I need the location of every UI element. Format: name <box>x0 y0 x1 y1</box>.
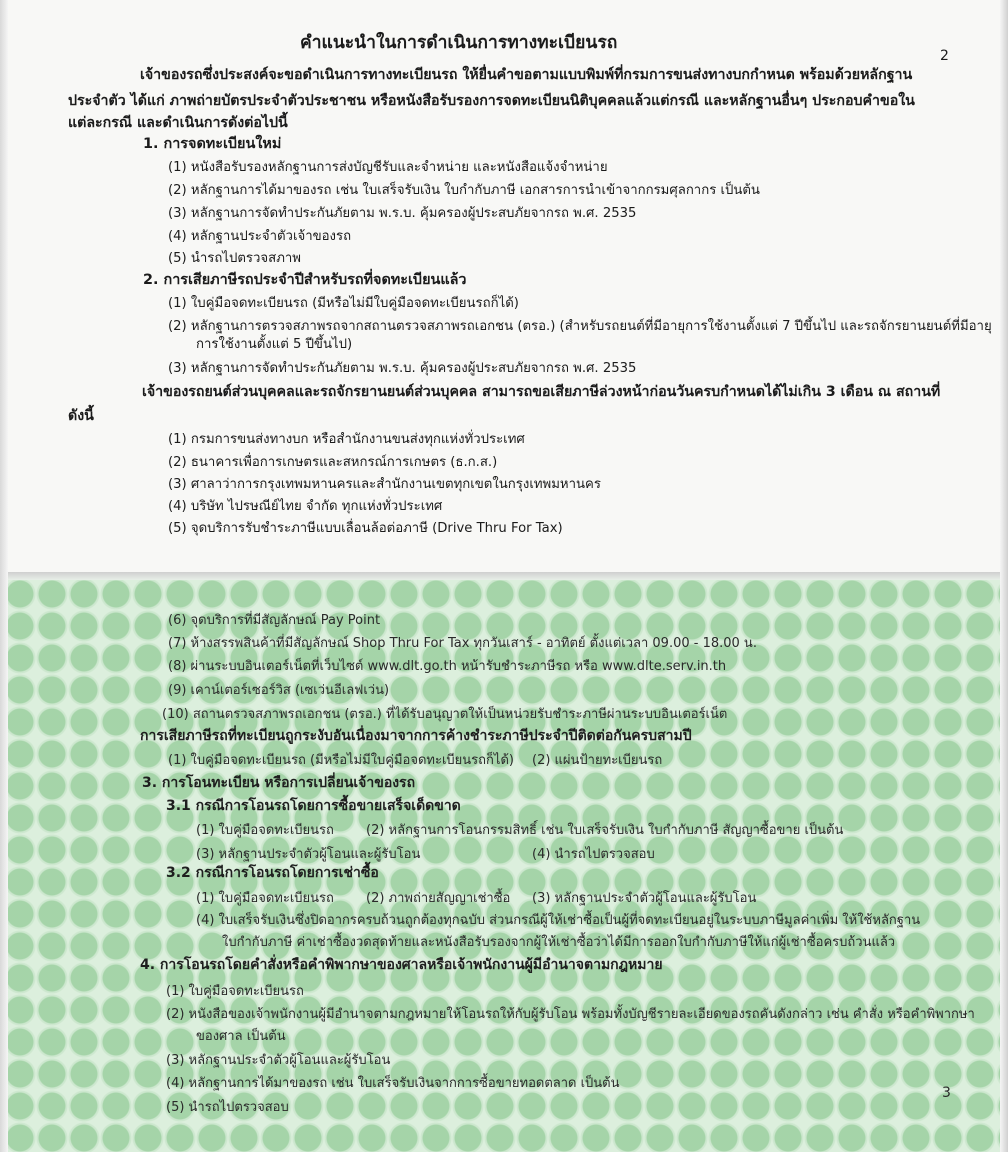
suspended-plate-heading: การเสียภาษีรถที่ทะเบียนถูกระงับอันเนื่องมาจากการค้างชำระภาษีประจำปีติดต่อกันครบสามปี <box>140 728 692 744</box>
section-4-item-cont: ของศาล เป็นต้น <box>196 1029 286 1044</box>
section-4-item: (2) หนังสือของเจ้าพนักงานผู้มีอำนาจตามกฎหมายให้โอนรถให้กับผู้รับโอน พร้อมทั้งบัญชีรายละเอียดของรถคันดังกล่าว เช่น คำสั่ง หรือคำพิพากษา <box>166 1007 975 1022</box>
section-3-2-item: (3) หลักฐานประจำตัวผู้โอนและผู้รับโอน <box>532 891 757 906</box>
payment-place: (10) สถานตรวจสภาพรถเอกชน (ตรอ.) ที่ได้รับอนุญาตให้เป็นหน่วยรับชำระภาษีผ่านระบบอินเตอร์เน็ต <box>162 707 728 722</box>
section-3-2-heading: 3.2 กรณีการโอนรถโดยการเช่าซื้อ <box>166 865 379 881</box>
section-3-1-item: (4) นำรถไปตรวจสอบ <box>532 847 655 862</box>
section-4-item: (3) หลักฐานประจำตัวผู้โอนและผู้รับโอน <box>166 1053 391 1068</box>
page-title: คำแนะนำในการดำเนินการทางทะเบียนรถ <box>300 33 618 53</box>
page-number-2: 2 <box>940 48 949 64</box>
section-1-item: (5) นำรถไปตรวจสภาพ <box>168 251 301 266</box>
advance-payment-line-1: เจ้าของรถยนต์ส่วนบุคคลและรถจักรยานยนต์ส่วนบุคคล สามารถขอเสียภาษีล่วงหน้าก่อนวันครบกำหนดได้ไม่เกิน 3 เดือน ณ สถานที่ <box>142 384 941 400</box>
section-3-2-item: (2) ภาพถ่ายสัญญาเช่าซื้อ <box>366 891 511 906</box>
section-2-item: (2) หลักฐานการตรวจสภาพรถจากสถานตรวจสภาพรถเอกชน (ตรอ.) (สำหรับรถยนต์ที่มีอายุการใช้งานตั้งแต่ 7 ปีขึ้นไป และรถจักรยานยนต์ที่มีอายุ <box>168 319 992 334</box>
section-3-1-item: (3) หลักฐานประจำตัวผู้โอนและผู้รับโอน <box>196 847 421 862</box>
section-3-1-item: (2) หลักฐานการโอนกรรมสิทธิ์ เช่น ใบเสร็จรับเงิน ใบกำกับภาษี สัญญาซื้อขาย เป็นต้น <box>366 823 844 838</box>
section-2-item-cont: การใช้งานตั้งแต่ 5 ปีขึ้นไป) <box>196 337 353 352</box>
payment-place: (6) จุดบริการที่มีสัญลักษณ์ Pay Point <box>168 613 381 628</box>
section-3-2-item: (1) ใบคู่มือจดทะเบียนรถ <box>196 891 334 906</box>
section-2-item: (3) หลักฐานการจัดทำประกันภัยตาม พ.ร.บ. คุ้มครองผู้ประสบภัยจากรถ พ.ศ. 2535 <box>168 361 637 376</box>
intro-line-2: ประจำตัว ได้แก่ ภาพถ่ายบัตรประจำตัวประชาชน หรือหนังสือรับรองการจดทะเบียนนิติบุคคลแล้วแต่กรณี และหลักฐานอื่นๆ ประกอบคำขอใน <box>68 93 915 109</box>
section-1-item: (3) หลักฐานการจัดทำประกันภัยตาม พ.ร.บ. คุ้มครองผู้ประสบภัยจากรถ พ.ศ. 2535 <box>168 206 637 221</box>
section-4-item: (4) หลักฐานการได้มาของรถ เช่น ใบเสร็จรับเงินจากการซื้อขายทอดตลาด เป็นต้น <box>166 1076 620 1091</box>
payment-place: (4) บริษัท ไปรษณีย์ไทย จำกัด ทุกแห่งทั่วประเทศ <box>168 499 443 514</box>
page-number-3: 3 <box>942 1085 951 1101</box>
section-1-item: (2) หลักฐานการได้มาของรถ เช่น ใบเสร็จรับเงิน ใบกำกับภาษี เอกสารการนำเข้าจากกรมศุลกากร เป็นต้น <box>168 183 760 198</box>
payment-place: (2) ธนาคารเพื่อการเกษตรและสหกรณ์การเกษตร (ธ.ก.ส.) <box>168 455 498 470</box>
left-page-edge <box>0 0 8 1152</box>
payment-place: (1) กรมการขนส่งทางบก หรือสำนักงานขนส่งทุกแห่งทั่วประเทศ <box>168 432 525 447</box>
section-1-item: (4) หลักฐานประจำตัวเจ้าของรถ <box>168 229 352 244</box>
right-page-edge <box>1000 0 1008 1152</box>
suspended-item: (2) แผ่นป้ายทะเบียนรถ <box>532 753 663 768</box>
section-2-item: (1) ใบคู่มือจดทะเบียนรถ (มีหรือไม่มีใบคู่มือจดทะเบียนรถก็ได้) <box>168 296 519 311</box>
section-3-heading: 3. การโอนทะเบียน หรือการเปลี่ยนเจ้าของรถ <box>142 775 416 791</box>
payment-place: (7) ห้างสรรพสินค้าที่มีสัญลักษณ์ Shop Thru For Tax ทุกวันเสาร์ - อาทิตย์ ตั้งแต่เวลา 09.00 - 18.00 น. <box>168 636 757 651</box>
section-3-1-heading: 3.1 กรณีการโอนรถโดยการซื้อขายเสร็จเด็ดขาด <box>166 798 461 814</box>
intro-line-1: เจ้าของรถซึ่งประสงค์จะขอดำเนินการทางทะเบียนรถ ให้ยื่นคำขอตามแบบพิมพ์ที่กรมการขนส่งทางบกกำหนด พร้อมด้วยหลักฐาน <box>140 67 913 83</box>
payment-place: (5) จุดบริการรับชำระภาษีแบบเลื่อนล้อต่อภาษี (Drive Thru For Tax) <box>168 521 563 536</box>
section-4-item: (1) ใบคู่มือจดทะเบียนรถ <box>166 984 304 999</box>
payment-place: (9) เคาน์เตอร์เซอร์วิส (เซเว่นอีเลฟเว่น) <box>168 683 390 698</box>
section-1-heading: 1. การจดทะเบียนใหม่ <box>143 136 282 152</box>
suspended-item: (1) ใบคู่มือจดทะเบียนรถ (มีหรือไม่มีใบคู่มือจดทะเบียนรถก็ได้) <box>168 753 514 768</box>
section-2-heading: 2. การเสียภาษีรถประจำปีสำหรับรถที่จดทะเบียนแล้ว <box>143 272 467 288</box>
payment-place: (8) ผ่านระบบอินเตอร์เน็ตที่เว็บไซต์ www.dlt.go.th หน้ารับชำระภาษีรถ หรือ www.dlte.serv.in.th <box>168 659 727 674</box>
section-4-item: (5) นำรถไปตรวจสอบ <box>166 1100 289 1115</box>
payment-place: (3) ศาลาว่าการกรุงเทพมหานครและสำนักงานเขตทุกเขตในกรุงเทพมหานคร <box>168 477 601 492</box>
intro-line-3: แต่ละกรณี และดำเนินการดังต่อไปนี้ <box>68 115 288 131</box>
advance-payment-line-2: ดังนี้ <box>68 408 94 424</box>
section-1-item: (1) หนังสือรับรองหลักฐานการส่งบัญชีรับและจำหน่าย และหนังสือแจ้งจำหน่าย <box>168 160 608 175</box>
section-3-2-item: (4) ใบเสร็จรับเงินซึ่งปิดอากรครบถ้วนถูกต้องทุกฉบับ ส่วนกรณีผู้ให้เช่าซื้อเป็นผู้ที่จดทะเบียนอยู่ในระบบภาษีมูลค่าเพิ่ม ให้ใช้หลักฐาน <box>196 913 921 928</box>
section-3-2-item-cont: ใบกำกับภาษี ค่าเช่าซื้องวดสุดท้ายและหนังสือรับรองจากผู้ให้เช่าซื้อว่าได้มีการออกใบกำกับภาษีให้แก่ผู้เช่าซื้อครบถ้วนแล้ว <box>222 935 896 950</box>
section-3-1-item: (1) ใบคู่มือจดทะเบียนรถ <box>196 823 334 838</box>
section-4-heading: 4. การโอนรถโดยคำสั่งหรือคำพิพากษาของศาลหรือเจ้าพนักงานผู้มีอำนาจตามกฎหมาย <box>140 957 663 973</box>
